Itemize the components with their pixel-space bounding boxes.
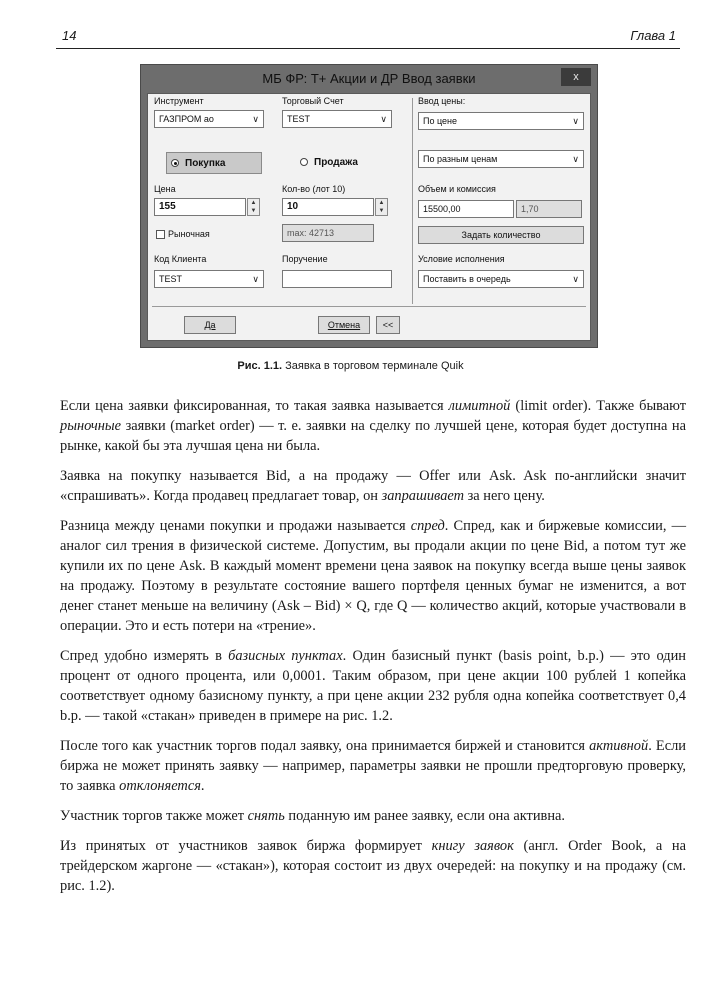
chevron-down-icon: ∨: [252, 114, 259, 124]
chapter-title: Глава 1: [630, 28, 676, 43]
instrument-label: Инструмент: [154, 96, 204, 106]
text-run: . Один базисный пункт (basis point, b.p.) — это один процент от одного процента, или 0,0001. Таким образом, при цене акции 100 рублей 1 копейка соответствует одному базисному пункту, а при цене акции 232 рубля одна копейка соответствует 0,4 b.p. — такой «стакан» приведен в примере на рис. 1.2.: [60, 648, 686, 724]
order-note-input[interactable]: [282, 270, 392, 288]
collapse-button[interactable]: <<: [376, 316, 400, 334]
text-run: поданную им ранее заявку, если она активна.: [284, 808, 566, 824]
commission-field: 1,70: [516, 200, 582, 218]
chevron-down-icon: ∨: [380, 114, 387, 124]
emphasized-term: лимитной: [448, 398, 511, 414]
text-run: заявки (market order) — т. е. заявки на сделку по лучшей цене, которая будет доступна на рынке, какой бы эта лучшая цена ни была.: [60, 418, 686, 454]
text-run: После того как участник торгов подал заявку, она принимается биржей и становится: [60, 738, 590, 754]
spin-up-icon: ▲: [378, 200, 385, 206]
text-run: . Если биржа не может принять заявку — например, параметры заявки не прошли предторговую проверку, то заявка: [60, 738, 686, 794]
market-label: Рыночная: [168, 229, 210, 239]
cancel-button[interactable]: [318, 316, 370, 334]
chevron-down-icon: ∨: [572, 116, 579, 126]
price-input-select[interactable]: [418, 112, 584, 130]
market-checkbox[interactable]: [156, 230, 165, 239]
figure-caption-text: Заявка в торговом терминале Quik: [285, 360, 464, 372]
yes-button-label: Да: [204, 320, 216, 330]
buy-radio[interactable]: [166, 152, 262, 174]
instrument-select[interactable]: [154, 110, 264, 128]
set-qty-button[interactable]: Задать количество: [418, 226, 584, 244]
figure-caption: [0, 360, 701, 372]
account-label: Торговый Счет: [282, 96, 344, 106]
paragraph: [60, 466, 686, 506]
price-label: Цена: [154, 184, 176, 194]
price-mode-select[interactable]: [418, 150, 584, 168]
emphasized-term: базисных пунктах: [228, 648, 343, 664]
price-input-value: По цене: [423, 116, 458, 126]
cancel-button-label: Отмена: [327, 320, 361, 330]
radio-selected-icon: [171, 159, 179, 167]
instrument-value: ГАЗПРОМ ао: [159, 114, 214, 124]
page-number: 14: [62, 28, 77, 43]
emphasized-term: книгу заявок: [431, 838, 514, 854]
text-run: за него цену.: [463, 488, 545, 504]
paragraph: [60, 396, 686, 456]
paragraph: [60, 646, 686, 726]
dialog-title: МБ ФР: Т+ Акции и ДР Ввод заявки: [262, 71, 476, 86]
text-run: Заявка на покупку называется Bid, а на продажу — Offer или Ask. Ask по-английски значит «спрашивать». Когда продавец предлагает товар, он: [60, 468, 686, 504]
emphasized-term: снять: [247, 808, 285, 824]
paragraph: [60, 516, 686, 636]
price-spinner[interactable]: [247, 198, 260, 216]
chevron-down-icon: ∨: [252, 274, 259, 284]
qty-spinner[interactable]: [375, 198, 388, 216]
sell-label: Продажа: [314, 157, 358, 168]
text-run: . Спред, как и биржевые комиссии, — аналог сил трения в физической системе. Допустим, вы продали акции по цене Bid, а потом тут же купили их по цене Ask. В каждый момент времени цена заявок на покупку всегда выше цены заявок на продажу. Поэтому в результате состояние вашего портфеля ценных бумаг не изменится, а вот денег станет меньше на величину (Ask – Bid) × Q, где Q — количество акций, которые участвовали в операции. Это и есть потери на «трение».: [60, 518, 686, 634]
emphasized-term: активной: [589, 738, 649, 754]
text-run: (англ. Order Book, а на трейдерском жаргоне — «стакан»), которая состоит из двух очередей: на покупку и на продажу (см. рис. 1.2).: [60, 838, 687, 894]
exec-value: Поставить в очередь: [423, 274, 511, 284]
max-qty-field: max: 42713: [282, 224, 374, 242]
vertical-divider: [412, 98, 413, 304]
text-run: Если цена заявки фиксированная, то такая заявка называется: [60, 398, 449, 414]
order-note-label: Поручение: [282, 254, 328, 264]
price-mode-value: По разным ценам: [423, 154, 498, 164]
volume-field: 15500,00: [418, 200, 514, 218]
emphasized-term: отклоняется: [119, 778, 201, 794]
price-input[interactable]: 155: [154, 198, 246, 216]
dialog-body: [147, 93, 591, 341]
qty-input[interactable]: 10: [282, 198, 374, 216]
exec-label: Условие исполнения: [418, 254, 505, 264]
client-label: Код Клиента: [154, 254, 207, 264]
emphasized-term: спред: [410, 518, 445, 534]
text-run: Из принятых от участников заявок биржа формирует: [60, 838, 432, 854]
paragraph: [60, 836, 686, 896]
text-run: Участник торгов также может: [60, 808, 248, 824]
body-text: [60, 396, 686, 906]
exec-select[interactable]: [418, 270, 584, 288]
spin-up-icon: ▲: [250, 200, 257, 206]
horizontal-divider: [152, 306, 586, 307]
paragraph: [60, 736, 686, 796]
radio-empty-icon: [300, 158, 308, 166]
text-run: .: [200, 778, 205, 794]
emphasized-term: запрашивает: [381, 488, 464, 504]
emphasized-term: рыночные: [60, 418, 122, 434]
text-run: (limit order). Также бывают: [510, 398, 686, 414]
close-icon[interactable]: x: [561, 68, 591, 86]
qty-label: Кол-во (лот 10): [282, 184, 346, 194]
account-value: TEST: [287, 114, 311, 124]
figure-label: Рис. 1.1.: [237, 360, 283, 372]
client-value: TEST: [159, 274, 183, 284]
volume-label: Объем и комиссия: [418, 184, 496, 194]
chevron-down-icon: ∨: [572, 274, 579, 284]
client-select[interactable]: [154, 270, 264, 288]
spin-down-icon: ▼: [250, 208, 257, 214]
paragraph: [60, 806, 686, 826]
price-input-label: Ввод цены:: [418, 96, 466, 106]
text-run: Спред удобно измерять в: [60, 648, 229, 664]
order-entry-dialog: [140, 64, 598, 348]
buy-label: Покупка: [185, 158, 226, 169]
text-run: Разница между ценами покупки и продажи называется: [60, 518, 411, 534]
chevron-down-icon: ∨: [572, 154, 579, 164]
sell-radio[interactable]: [296, 152, 392, 174]
yes-button[interactable]: [184, 316, 236, 334]
running-head: [56, 26, 680, 49]
account-select[interactable]: [282, 110, 392, 128]
spin-down-icon: ▼: [378, 208, 385, 214]
